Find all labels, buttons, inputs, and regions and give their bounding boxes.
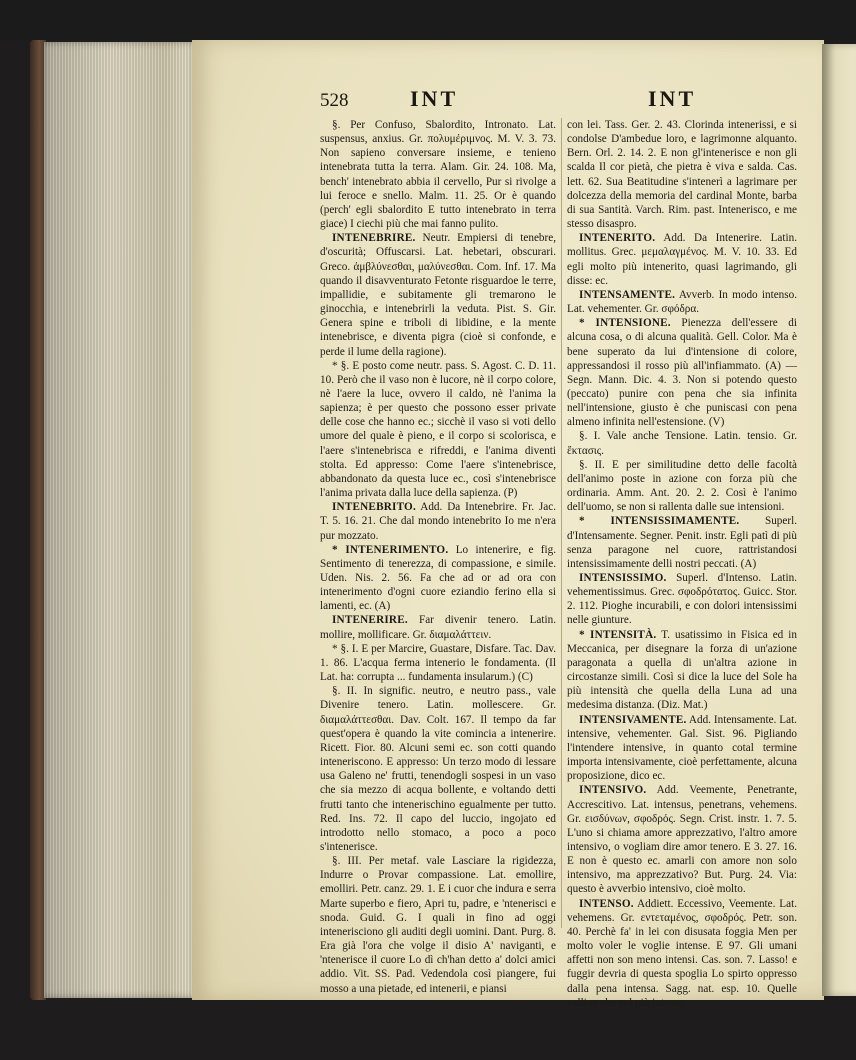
entry-text: Pienezza dell'essere di alcuna cosa, o di alcuna qualità. Gell. Color. Ma è bene superato da lui d'intensione di colore, appressandosi il rosso più all'infiammato. (A) — Segn. Mann. Dic. 4. 3. Non si potendo questo (peccato) punire con pena che sia infinita nell'intensione, giusto è che puniscasi con pena almeno infinita nell'estensione. (V) bbox=[567, 317, 798, 429]
dictionary-entry bbox=[320, 500, 556, 542]
entry-text: §. II. In signific. neutro, e neutro pass., vale Divenire tenero. Latin. mollescere. Gr. διαμαλάττεσθαι. Dav. Colt. 167. Il tempo da far quest'opera è quando la vite comincia a intenerire. Ricett. Fior. 80. Alcuni semi ec. son cotti quando inteneriscono. E appresso: Un terzo modo di lessare usa Galeno ne' frutti, tenendogli sospesi in un vaso che sia mezzo di acqua bollente, e voltando detti frutti tanto che intenerischino egualmente per tutto. Red. Ins. 72. Il capo del luccio, ingojato ed introdotto nello stomaco, a poco a poco s'intenerisce. bbox=[320, 685, 556, 853]
dictionary-entry bbox=[567, 713, 797, 784]
dictionary-entry bbox=[320, 118, 556, 231]
entry-headword: INTENSAMENTE. bbox=[579, 288, 676, 301]
dictionary-entry bbox=[320, 854, 556, 996]
entry-text: §. III. Per metaf. vale Lasciare la rigidezza, Indurre o Provar compassione. Lat. emollire, emolliri. Petr. canz. 29. 1. E i cuor che indura e serra Marte superbo e fiero, Apri tu, padre, e 'ntenerisci e snoda. Guid. G. I quali in fino ad oggi intenerisciono gli auditi degli uomini. Dant. Purg. 8. Era già l'ora che volge il disio A' naviganti, e 'ntenerisce il cuore Lo dì ch'han detto a' dolci amici addio. Vit. SS. Pad. Vedendola così piangere, fui mosso a una pietade, ed intenerii, e piansi bbox=[320, 855, 556, 995]
dictionary-entry bbox=[320, 613, 556, 641]
entry-text: * §. E posto come neutr. pass. S. Agost. C. D. 11. 10. Però che il vaso non è lucore, nè il corpo colore, nè l'aere la luce, ovvero il caldo, nè l'anima la sapienza; è per questo che possono esser private delle cose che hanno ec.; sicchè il vaso si voti dello umore del quale è pieno, e il corpo si scolorisca, e l'aere s'intenebrisca e rifreddi, e l'anima diventi stolta. Ed appresso: Come l'aere s'intenebrisce, abbandonato da questa luce ec., così s'intenebrisce l'anima privata dalla luce della sapienza. (P) bbox=[320, 359, 556, 500]
dictionary-entry bbox=[567, 458, 797, 515]
entry-headword: * INTENERIMENTO. bbox=[332, 543, 449, 556]
entry-headword: INTENSISSIMO. bbox=[579, 572, 667, 584]
left-running-head: INT bbox=[410, 86, 459, 111]
right-running-head: INT bbox=[648, 86, 697, 111]
entry-text: §. Per Confuso, Sbalordito, Intronato. Lat. suspensus, anxius. Gr. πολυμέριμνος. M. V. 3. 73. Non sapieno conversare insieme, e tenieno intenebrata tutta la terra. Alam. Gir. 24. 108. Ma, bench' intenebrato abbia il cervello, Pur si rivolge a lui feroce e snello. Malm. 11. 25. Or è quando (perch' egli sbalordito E tutto intenebrato in terra giace) I ciechi più che mai fanno pulito. bbox=[320, 119, 556, 231]
entry-headword: INTENSIVO. bbox=[579, 784, 647, 797]
dictionary-entry bbox=[567, 316, 797, 429]
dictionary-entry bbox=[567, 288, 797, 316]
dictionary-entry bbox=[567, 429, 797, 457]
dictionary-entry bbox=[320, 359, 556, 501]
entry-text: Add. Intensamente. Lat. intensive, vehementer. Gal. Sist. 96. Pigliando l'intendere intensive, in quanto cotal termine importa intensivamente, cioè perfettamente, alcuna proposizione, dico ec. bbox=[567, 713, 797, 783]
entry-headword: * INTENSITÀ. bbox=[579, 628, 657, 641]
dictionary-entry bbox=[320, 231, 556, 358]
dictionary-entry bbox=[567, 118, 797, 231]
entry-text: Addiett. Eccessivo, Veemente. Lat. vehemens. Gr. εντεταμένος, σφοδρός. Petr. son. 40. Perchè fa' in lei con disusata foggia Men per molto voler le voglie intense. E 97. Gli umani affetti non son meno intensi. Cas. son. 7. Lasso! e fuggir devria di questa spoglia Lo spirto oppresso dalla pena intensa. Sagg. nat. esp. 10. Quelle palline che nel più intenso bbox=[567, 897, 797, 1009]
entry-text: Avverb. In modo intenso. Lat. vehementer. Gr. σφόδρα. bbox=[567, 288, 797, 316]
background bbox=[0, 0, 856, 40]
entry-text: Add. Veemente, Penetrante, Accrescitivo. Lat. intensus, penetrans, vehemens. Gr. εισδύνων, σφοδρός. Segn. Crist. instr. 1. 7. 5. L'uno si chiama amore apprezzativo, l'altro amore intensivo, o vogliam dire amor tenero. E 3. 27. 16. E non è questo ec. amarli con amore non solo intensivo, ma apprezzativo? But. Purg. 24. Via: questo è avverbio intensivo, cioè molto. bbox=[567, 784, 797, 896]
entry-headword: INTENSIVAMENTE. bbox=[579, 713, 687, 726]
entry-text: §. II. E per similitudine detto delle facoltà dell'animo poste in azione con forza più che ordinaria. Amm. Ant. 20. 2. 2. Così è l'animo dell'uomo, se non si rallenta dalle sue intensioni. bbox=[567, 458, 797, 514]
entry-text: Superl. d'Intenso. Latin. vehementissimus. Grec. σφοδρότατος. Guicc. Stor. 2. 112. Pioghe incurabili, e con dolori intensissimi nelle giunture. bbox=[567, 572, 797, 627]
entry-headword: INTENEBRIRE. bbox=[332, 232, 416, 245]
column-divider bbox=[561, 118, 562, 928]
dictionary-entry bbox=[567, 628, 797, 713]
page-number: 528 bbox=[320, 90, 349, 111]
page-header bbox=[320, 86, 806, 116]
entry-headword: * INTENSIONE. bbox=[579, 317, 671, 330]
facing-page-edge bbox=[822, 44, 856, 996]
entry-headword: INTENSO. bbox=[579, 897, 634, 910]
right-column bbox=[567, 118, 798, 1009]
dictionary-entry bbox=[567, 897, 797, 1010]
entry-text: Far divenir tenero. Latin. mollire, mollificare. Gr. διαμαλάττειν. bbox=[320, 614, 556, 641]
dictionary-entry bbox=[320, 684, 556, 854]
entry-headword: INTENEBRITO. bbox=[332, 501, 416, 514]
dictionary-entry bbox=[320, 543, 556, 614]
page-edges bbox=[44, 42, 194, 998]
entry-text: §. I. Vale anche Tensione. Latin. tensio. Gr. ἔκτασις. bbox=[567, 430, 797, 457]
dictionary-entry bbox=[567, 231, 797, 288]
entry-headword: * INTENSISSIMAMENTE. bbox=[579, 515, 740, 528]
entry-text: Add. Da Intenerire. Latin. mollitus. Grec. μεμαλαγμένος. M. V. 10. 33. Ed egli molto più intenerito, quasi lagrimando, gli disse: ec. bbox=[567, 232, 797, 287]
dictionary-entry bbox=[567, 783, 797, 896]
entry-text: T. usatissimo in Fisica ed in Meccanica, per disegnare la forza di un'azione paragonata a quella di un'altra azione in circostanze simili. Così si dice la luce del Sole ha più intensità che quella della Luna ad una medesima distanza. (Diz. Mat.) bbox=[567, 628, 797, 712]
entry-text: * §. I. E per Marcire, Guastare, Disfare. Tac. Dav. 1. 86. L'acqua ferma intenerio le fondamenta. (Il Lat. ha: corrupta ... fundamenta insularum.) (C) bbox=[320, 642, 556, 684]
dictionary-entry bbox=[567, 571, 797, 628]
entry-text: con lei. Tass. Ger. 2. 43. Clorinda intenerissi, e si condolse D'ambedue loro, e lagrimonne alquanto. Bern. Orl. 2. 14. 2. E non gl'intenerisce e non gli scalda Il cor pietà, che pietra è viva e salda. Cas. lett. 62. Sua Beatitudine s'intenerì a lagrimare per dolcezza della memoria del cardinal Monte, barba di sua Santità. Varch. Rim. past. Intenerisco, e me stesso disaspro. bbox=[567, 119, 797, 231]
dictionary-entry bbox=[567, 514, 797, 571]
dictionary-entry bbox=[320, 642, 556, 684]
entry-text: Neutr. Empiersi di tenebre, d'oscurità; Offuscarsi. Lat. hebetari, obscurari. Greco. ἀμβλύνεσθαι, μαλύνεσθαι. Com. Inf. 17. Ma quando il disavventurato Fetonte risguardoe le terre, impallidie, e subitamente gli tremarono le ginocchia, e intenebrirli la veduta. Pist. S. Gir. Genera spine e triboli di libidine, e la mente intenebrisce, e diventa pigra (cioè si confonde, e perde il lume della ragione). bbox=[320, 232, 556, 358]
entry-text: Superl. d'Intensamente. Segner. Penit. instr. Egli patì di più senza paragone nel cuore, rattristandosi intensissimamente delli nostri peccati. (A) bbox=[567, 515, 797, 570]
entry-headword: INTENERIRE. bbox=[332, 614, 408, 627]
left-column bbox=[320, 118, 557, 995]
entry-text: Add. Da Intenebrire. Fr. Jac. T. 5. 16. 21. Che dal mondo intenebrito Io me n'era pur mozzato. bbox=[320, 501, 556, 542]
entry-text: Lo intenerire, e fig. Sentimento di tenerezza, di compassione, e simile. Uden. Nis. 2. 56. Fa che ad or ad ora con intenerimento d'ogni cuore eziandio ferino ella si lamenti, ec. (A) bbox=[320, 543, 557, 613]
entry-headword: INTENERITO. bbox=[579, 232, 656, 245]
